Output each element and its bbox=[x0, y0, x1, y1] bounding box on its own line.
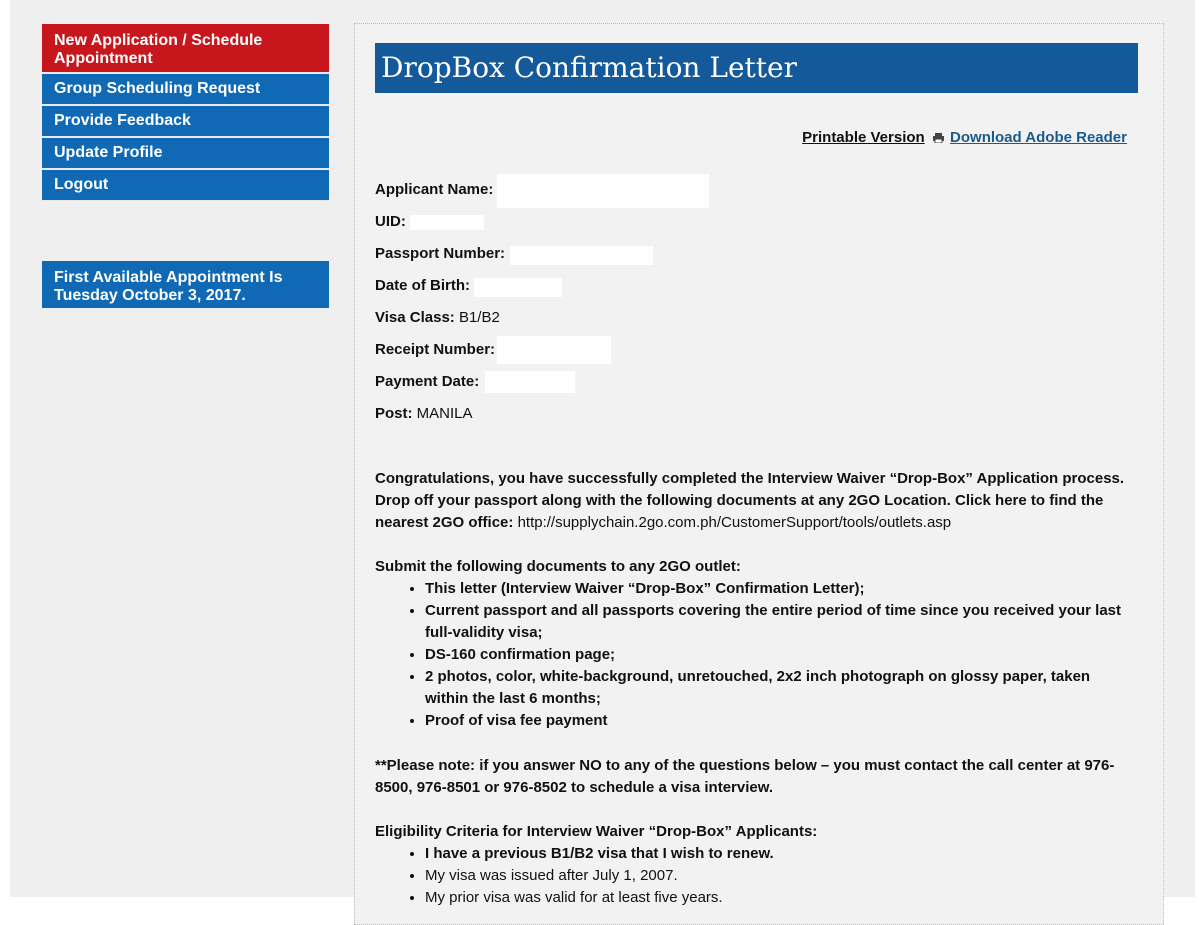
letter-toolbar bbox=[802, 129, 1127, 146]
list-item: • This letter (Interview Waiver “Drop-Box” Confirmation Letter); bbox=[425, 578, 1135, 600]
list-item: • 2 photos, color, white-background, unretouched, 2x2 inch photograph on glossy paper, taken within the last 6 months; bbox=[425, 666, 1135, 710]
menu-provide-feedback[interactable]: Provide Feedback bbox=[42, 106, 329, 137]
dob-row bbox=[375, 270, 505, 302]
letter-card bbox=[354, 23, 1164, 925]
please-note: **Please note: if you answer NO to any of the questions below – you must contact the call center at 976-8500, 976-8501 or 976-8502 to schedule a visa interview. bbox=[375, 757, 1115, 796]
redacted-uid bbox=[410, 215, 484, 230]
eligibility-section bbox=[375, 821, 1135, 909]
menu-logout[interactable]: Logout bbox=[42, 170, 329, 201]
payment-date-label: Payment Date: bbox=[375, 373, 480, 390]
congratulations-text: Congratulations, you have successfully completed the Interview Waiver “Drop-Box” Application process. Drop off your passport along with the following documents at any 2GO Location. Click here to find the nearest 2GO office: bbox=[375, 470, 1125, 531]
eligibility-list bbox=[375, 843, 1135, 909]
page-title: DropBox Confirmation Letter bbox=[375, 43, 1138, 93]
list-item: • My visa was issued after July 1, 2007. bbox=[425, 865, 1135, 887]
visa-class-value: B1/B2 bbox=[458, 309, 500, 326]
post-label: Post: bbox=[375, 405, 413, 422]
list-item: • My prior visa was valid for at least five years. bbox=[425, 887, 1135, 909]
menu-new-application[interactable]: New Application / Schedule Appointment bbox=[42, 24, 329, 73]
uid-row bbox=[375, 206, 505, 238]
redacted-applicant-name bbox=[497, 174, 709, 208]
download-adobe-reader-link[interactable]: Download Adobe Reader bbox=[950, 129, 1127, 146]
passport-row bbox=[375, 238, 505, 270]
documents-section bbox=[375, 556, 1135, 732]
payment-date-row bbox=[375, 366, 505, 398]
applicant-name-label: Applicant Name: bbox=[375, 181, 494, 198]
menu-update-profile[interactable]: Update Profile bbox=[42, 138, 329, 169]
eligibility-heading: Eligibility Criteria for Interview Waiver “Drop-Box” Applicants: bbox=[375, 823, 818, 840]
list-item: • Current passport and all passports covering the entire period of time since you received your last full-validity visa; bbox=[425, 600, 1135, 644]
visa-class-label: Visa Class: bbox=[375, 309, 455, 326]
office-locator-url[interactable]: http://supplychain.2go.com.ph/CustomerSupport/tools/outlets.asp bbox=[517, 514, 952, 531]
list-item: • Proof of visa fee payment bbox=[425, 710, 1135, 732]
redacted-dob bbox=[474, 278, 562, 297]
redacted-payment-date bbox=[485, 371, 575, 393]
uid-label: UID: bbox=[375, 213, 406, 230]
post-row bbox=[375, 398, 505, 430]
printable-version-link[interactable]: Printable Version bbox=[802, 129, 925, 146]
menu-group-scheduling[interactable]: Group Scheduling Request bbox=[42, 74, 329, 105]
congratulations-paragraph bbox=[375, 468, 1135, 534]
post-value: MANILA bbox=[416, 405, 473, 422]
first-available-appointment: First Available Appointment Is Tuesday October 3, 2017. bbox=[42, 261, 329, 308]
list-item: • DS-160 confirmation page; bbox=[425, 644, 1135, 666]
receipt-label: Receipt Number: bbox=[375, 341, 496, 358]
redacted-passport bbox=[510, 246, 653, 265]
redacted-receipt bbox=[497, 336, 611, 364]
documents-heading: Submit the following documents to any 2GO outlet: bbox=[375, 558, 741, 575]
applicant-details bbox=[375, 174, 505, 430]
printer-icon bbox=[933, 133, 944, 143]
applicant-name-row bbox=[375, 174, 505, 206]
documents-list bbox=[375, 578, 1135, 732]
list-item: • I have a previous B1/B2 visa that I wish to renew. bbox=[425, 843, 1135, 865]
side-menu bbox=[42, 24, 329, 202]
dob-label: Date of Birth: bbox=[375, 277, 470, 294]
passport-label: Passport Number: bbox=[375, 245, 506, 262]
visa-class-row bbox=[375, 302, 505, 334]
receipt-row bbox=[375, 334, 505, 366]
